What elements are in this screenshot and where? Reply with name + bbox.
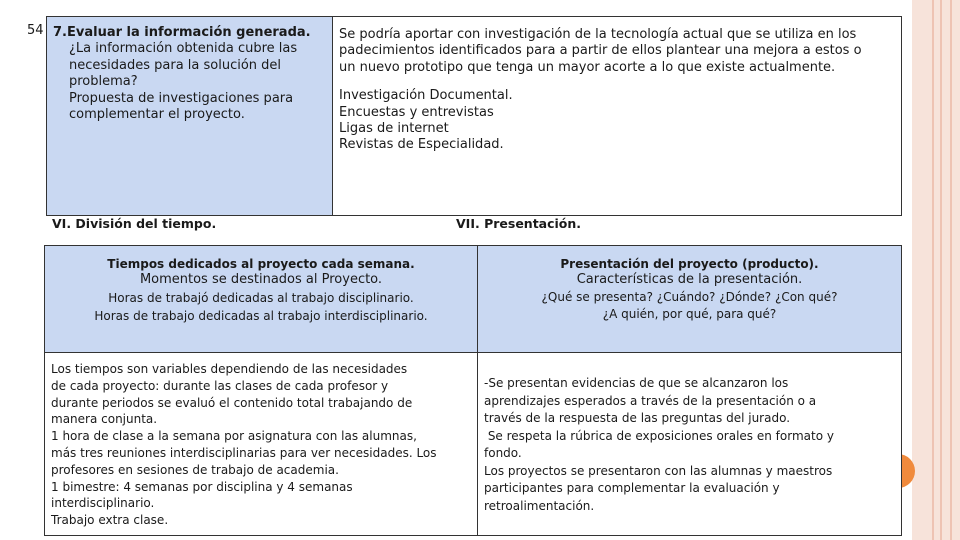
time-body-line: manera conjunta. <box>51 412 158 427</box>
stripe-line <box>932 0 934 540</box>
presentation-body-line: aprendizajes esperados a través de la presentación o a <box>484 393 817 408</box>
time-body-cell <box>45 353 478 536</box>
presentation-body-line: fondo. <box>484 446 522 460</box>
time-header-cell <box>45 246 478 353</box>
time-body-line: Trabajo extra clase. <box>51 513 169 528</box>
time-section-title: VI. División del tiempo. <box>52 216 217 231</box>
evaluation-line: Propuesta de investigaciones para <box>69 90 294 106</box>
presentation-body-line: Los proyectos se presentaron con las alumnas y maestros <box>484 463 833 478</box>
time-header-title: Tiempos dedicados al proyecto cada semana. <box>107 257 415 271</box>
source-item: Revistas de Especialidad. <box>339 137 504 153</box>
answer-line: padecimientos identificados para a partir de ellos plantear una mejora a estos o <box>339 43 862 59</box>
time-body-line: durante periodos se evaluó el contenido total trabajando de <box>51 395 413 410</box>
presentation-body-line: -Se presentan evidencias de que se alcanzaron los <box>484 376 789 390</box>
time-header-line: Horas de trabajó dedicadas al trabajo disciplinario. <box>108 290 414 305</box>
presentation-body-line: través de la respuesta de las preguntas del jurado. <box>484 411 791 425</box>
evaluation-table <box>46 16 902 216</box>
presentation-body-line: retroalimentación. <box>484 498 595 513</box>
evaluation-heading: 7.Evaluar la información generada. <box>53 25 311 40</box>
time-body-line: profesores en sesiones de trabajo de academia. <box>51 462 339 477</box>
answer-line: un nuevo prototipo que tenga un mayor acorte a lo que existe actualmente. <box>339 59 836 75</box>
presentation-body-line: participantes para complementar la evaluación y <box>484 481 780 495</box>
planning-table <box>44 245 902 536</box>
evaluation-line: necesidades para la solución del <box>69 57 282 73</box>
time-body-line: Los tiempos son variables dependiendo de las necesidades <box>51 362 408 376</box>
time-body-line: 1 hora de clase a la semana por asignatura con las alumnas, <box>51 429 417 444</box>
presentation-header-cell <box>478 246 902 353</box>
presentation-header-line: ¿Qué se presenta? ¿Cuándo? ¿Dónde? ¿Con qué? <box>541 289 838 304</box>
time-body-line: de cada proyecto: durante las clases de cada profesor y <box>51 378 389 393</box>
evaluation-question-cell <box>47 17 333 216</box>
time-header-line: Horas de trabajo dedicadas al trabajo interdisciplinario. <box>94 308 428 323</box>
answer-line: Se podría aportar con investigación de la tecnología actual que se utiliza en los <box>339 27 857 42</box>
evaluation-line: problema? <box>69 74 138 90</box>
side-stripes <box>912 0 960 540</box>
presentation-body-cell <box>478 353 902 536</box>
time-body-line: más tres reuniones interdisciplinarias para ver necesidades. Los <box>51 445 437 460</box>
presentation-section-title: VII. Presentación. <box>456 216 582 231</box>
presentation-header-line: ¿A quién, por qué, para qué? <box>602 306 777 321</box>
stripe-line <box>950 0 952 540</box>
presentation-header-title: Presentación del proyecto (producto). <box>560 257 819 271</box>
evaluation-line: complementar el proyecto. <box>69 107 245 123</box>
time-body-line: interdisciplinario. <box>51 496 155 511</box>
evaluation-answer-cell <box>333 17 902 216</box>
stripe-line <box>940 0 942 540</box>
evaluation-line: ¿La información obtenida cubre las <box>69 41 298 57</box>
presentation-header-line: Características de la presentación. <box>576 272 803 288</box>
source-item: Ligas de internet <box>339 121 449 137</box>
page-number: 54 <box>27 23 44 38</box>
source-item: Encuestas y entrevistas <box>339 104 494 120</box>
time-header-line: Momentos se destinados al Proyecto. <box>139 272 383 288</box>
time-body-line: 1 bimestre: 4 semanas por disciplina y 4 semanas <box>51 479 353 494</box>
presentation-body-line: Se respeta la rúbrica de exposiciones orales en formato y <box>484 428 834 443</box>
source-item: Investigación Documental. <box>339 88 513 104</box>
